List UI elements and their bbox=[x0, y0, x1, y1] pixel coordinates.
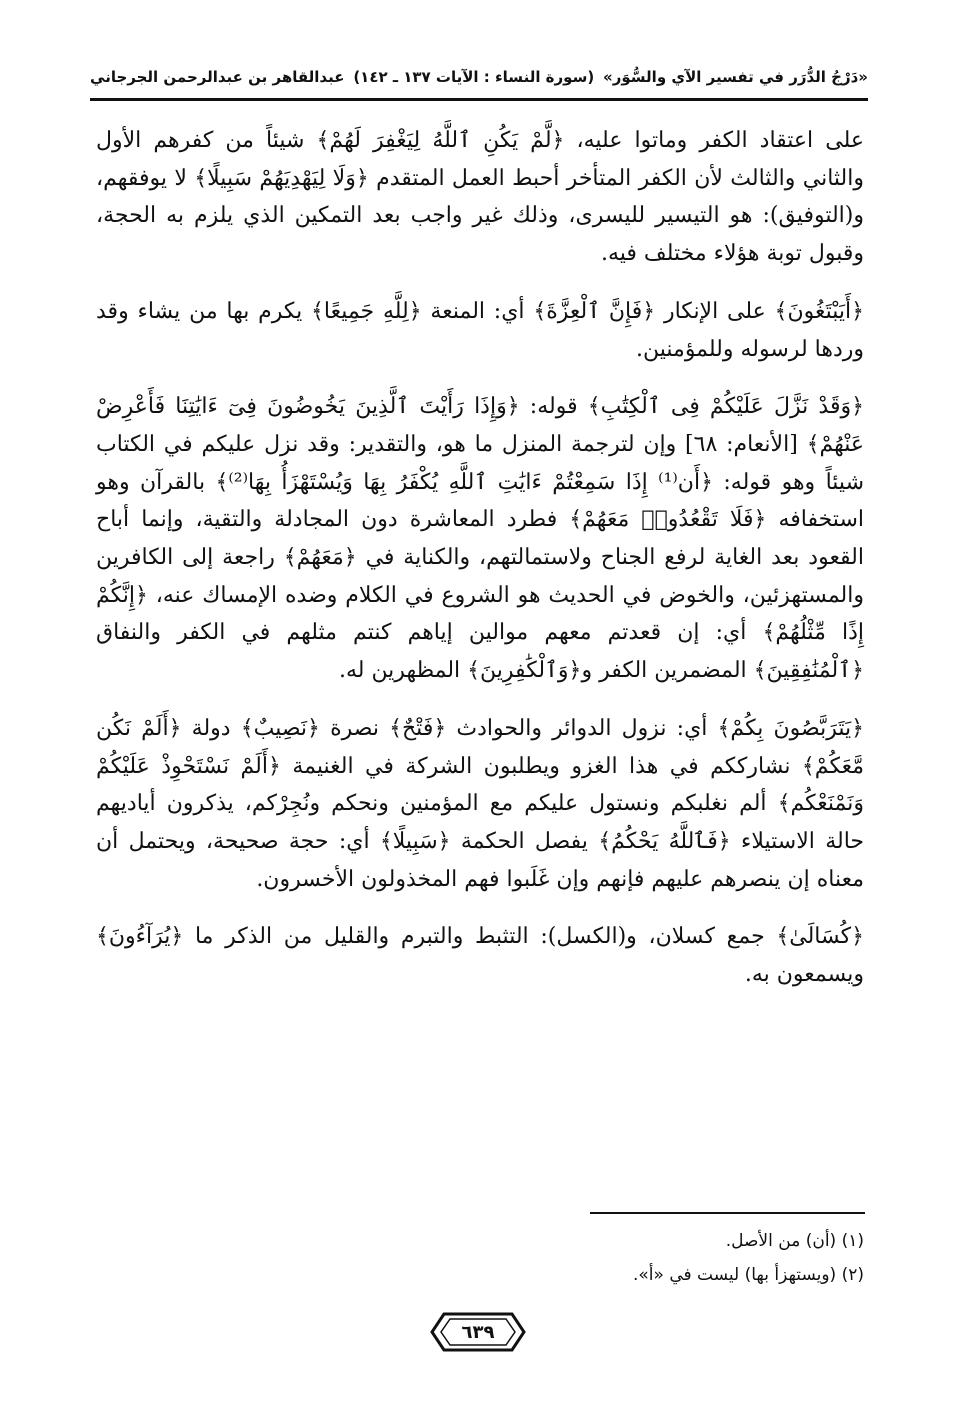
surah-range: (سورة النساء : الآيات ١٣٧ ـ ١٤٢) bbox=[353, 68, 595, 86]
paragraph-2: ﴿أَيَبْتَغُونَ﴾ على الإنكار ﴿فَإِنَّ ٱلْعِزَّةَ﴾ أي: المنعة ﴿لِلَّهِ جَمِيعًا﴾ يكرم بها من يشاء وقد وردها لرسوله وللمؤمنين. bbox=[96, 298, 864, 362]
footnote-1: (١) (أن) من الأصل. bbox=[725, 1231, 864, 1251]
running-header bbox=[90, 60, 868, 94]
page-number-ornament bbox=[430, 1310, 526, 1354]
book-title: «دَرْجُ الدُّرَر في تفسير الآي والسُّوَر» bbox=[603, 68, 868, 86]
author-name: عبدالقاهر بن عبدالرحمن الجرجاني bbox=[90, 68, 345, 86]
footnote-2: (٢) (ويستهزأ بها) ليست في «أ». bbox=[632, 1265, 864, 1285]
paragraph-5: ﴿كُسَالَىٰ﴾ جمع كسلان، و(الكسل): التثبط والتبرم والقليل من الذكر ما ﴿يُرَآءُونَ﴾ ويسمعون به. bbox=[96, 924, 864, 988]
footnotes bbox=[264, 1224, 864, 1292]
header-rule bbox=[90, 98, 868, 101]
paragraph-4: ﴿يَتَرَبَّصُونَ بِكُمْ﴾ أي: نزول الدوائر والحوادث ﴿فَتْحٌ﴾ نصرة ﴿نَصِيبٌ﴾ دولة ﴿أَلَمْ نَكُن مَّعَكُمْ﴾ نشارككم في هذا الغزو ويطلبون الشركة في الغنيمة ﴿أَلَمْ نَسْتَحْوِذْ عَلَيْكُمْ وَنَمْنَعْكُم﴾ ألم نغلبكم ونستول عليكم مع المؤمنين ونحكم ونُجِرْكم، يذكرون أياديهم حالة الاستيلاء ﴿فَٱللَّهُ يَحْكُمُ﴾ يفصل الحكمة ﴿سَبِيلًا﴾ أي: حجة صحيحة، ويحتمل أن معناه إن ينصرهم عليهم فإنهم وإن غَلَبوا فهم المخذولون الأخسرون. bbox=[96, 715, 864, 892]
page-number: ٦٣٩ bbox=[461, 1321, 495, 1343]
paragraph-3: ﴿وَقَدْ نَزَّلَ عَلَيْكُمْ فِى ٱلْكِتَٰبِ﴾ قوله: ﴿وَإِذَا رَأَيْتَ ٱلَّذِينَ يَخُوضُونَ فِىٓ ءَايَٰتِنَا فَأَعْرِضْ عَنْهُمْ﴾ [الأنعام: ٦٨] وإن لترجمة المنزل ما هو، والتقدير: وقد نزل عليكم في الكتاب شيئاً وهو قوله: ﴿أَن⁽¹⁾ إِذَا سَمِعْتُمْ ءَايَٰتِ ٱللَّهِ يُكْفَرُ بِهَا وَيُسْتَهْزَأُ بِهَا⁽²⁾﴾ بالقرآن وهو استخفافه ﴿فَلَا تَقْعُدُوا۟ مَعَهُمْ﴾ فطرد المعاشرة دون المجادلة والتقية، وإنما أباح القعود بعد الغاية لرفع الجناح ولاستمالتهم، والكناية في ﴿مَعَهُمْ﴾ راجعة إلى الكافرين والمستهزئين، والخوض في الحديث هو الشروع في الكلام وضده الإمساك عنه، ﴿إِنَّكُمْ إِذًا مِّثْلُهُمْ﴾ أي: إن قعدتم معهم موالين إياهم كنتم مثلهم في الكفر والنفاق ﴿ٱلْمُنَٰفِقِينَ﴾ المضمرين الكفر و﴿وَٱلْكَٰفِرِينَ﴾ المظهرين له. bbox=[96, 394, 865, 684]
paragraph-1: على اعتقاد الكفر وماتوا عليه، ﴿لَّمْ يَكُنِ ٱللَّهُ لِيَغْفِرَ لَهُمْ﴾ شيئاً من كفرهم الأول والثاني والثالث لأن الكفر المتأخر أحبط العمل المتقدم ﴿وَلَا لِيَهْدِيَهُمْ سَبِيلًا﴾ لا يوفقهم، و(التوفيق): هو التيسير لليسرى، وذلك غير واجب بعد التمكين الذي يلزم به الحجة، وقبول توبة هؤلاء مختلف فيه. bbox=[96, 128, 864, 267]
body-text bbox=[96, 122, 864, 1014]
footnote-rule bbox=[590, 1212, 865, 1214]
